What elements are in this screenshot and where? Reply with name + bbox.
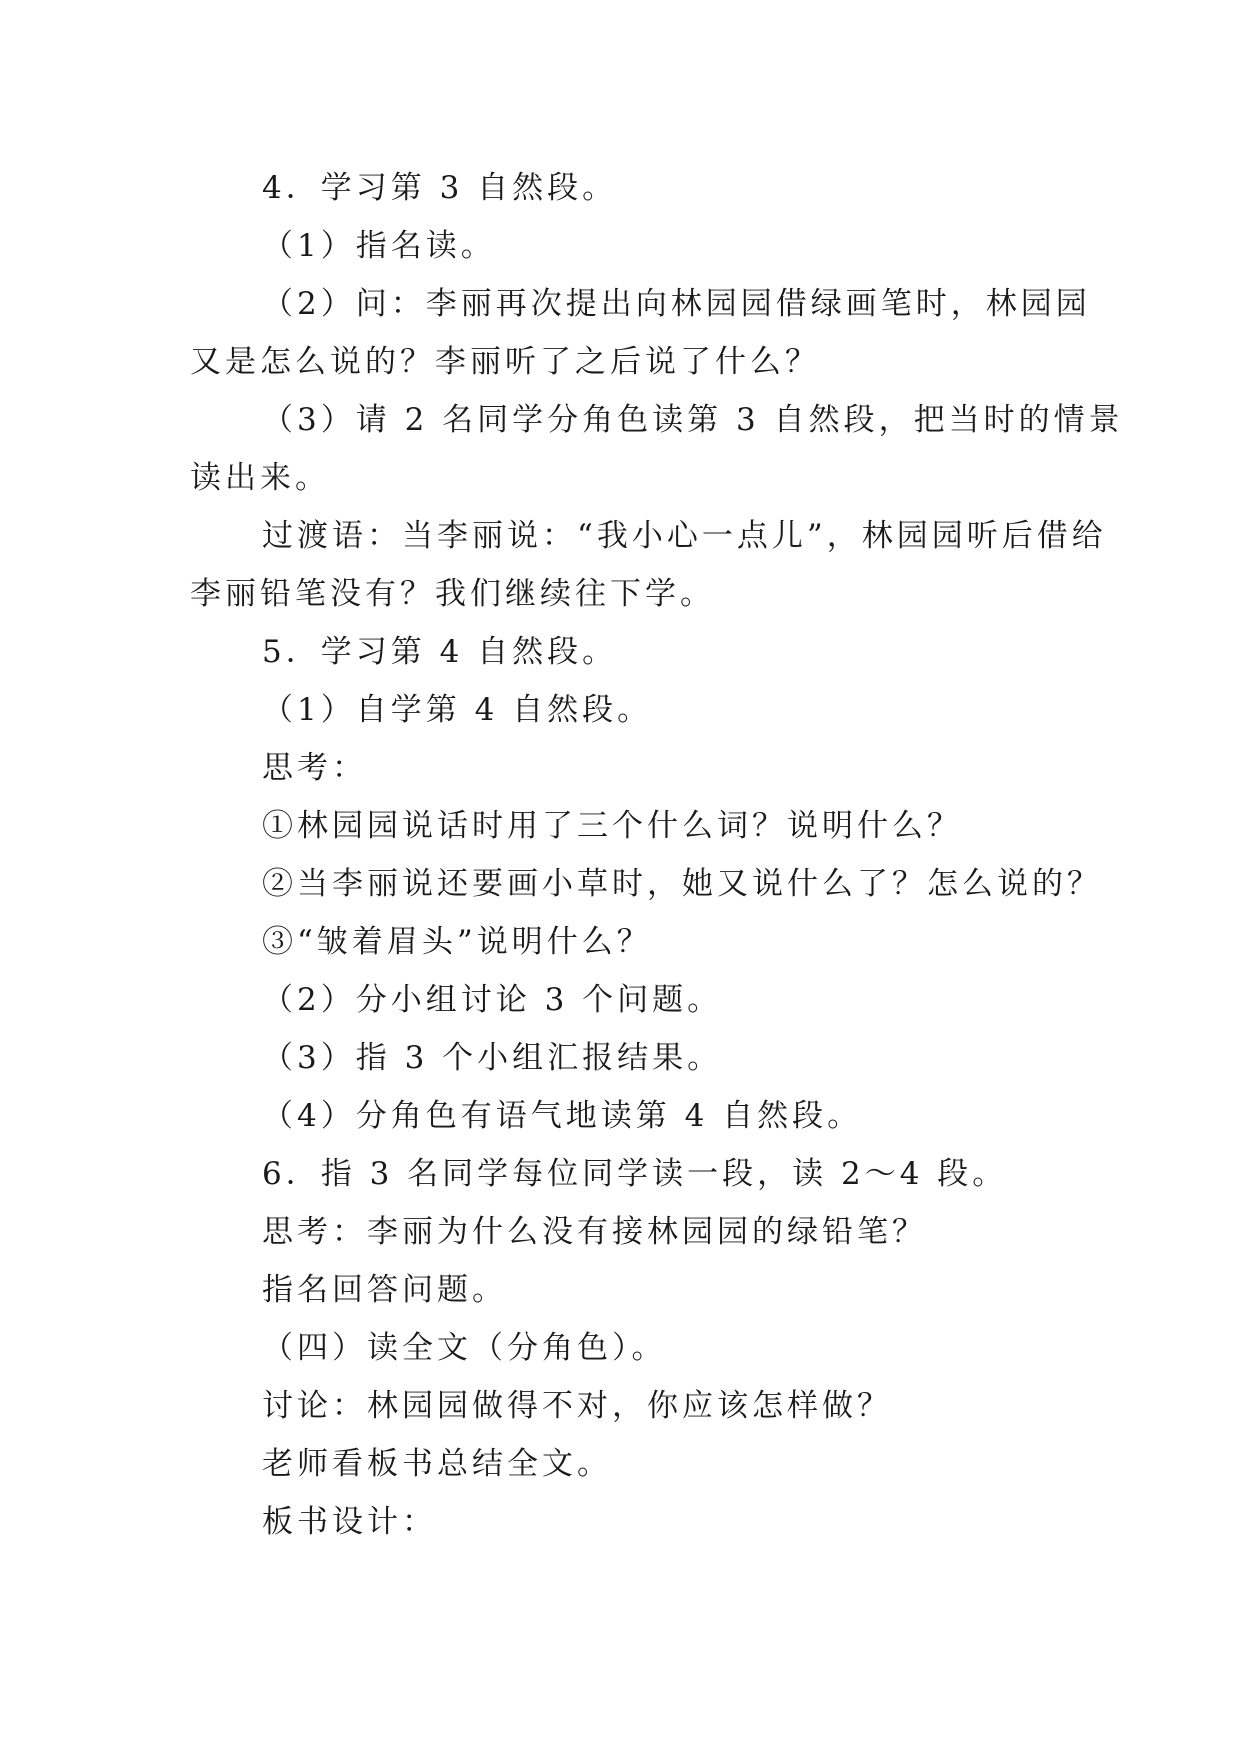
step-5-heading: 5．学习第 4 自然段。 xyxy=(262,634,618,670)
discussion-line: 讨论：林园园做得不对，你应该怎样做？ xyxy=(262,1388,892,1424)
board-design-label: 板书设计： xyxy=(262,1504,437,1540)
section-4-heading: （四）读全文（分角色）。 xyxy=(262,1330,667,1366)
transition-line-1: 过渡语：当李丽说：“我小心一点儿”，林园园听后借给 xyxy=(262,518,1107,554)
step-4-item-3-line-1: （3）请 2 名同学分角色读第 3 自然段，把当时的情景 xyxy=(262,402,1124,438)
transition-line-2: 李丽铅笔没有？我们继续往下学。 xyxy=(190,576,715,612)
step-6-heading: 6．指 3 名同学每位同学读一段，读 2～4 段。 xyxy=(262,1156,1008,1192)
step-5-item-3: （3）指 3 个小组汇报结果。 xyxy=(262,1040,723,1076)
step-5-item-4: （4）分角色有语气地读第 4 自然段。 xyxy=(262,1098,863,1134)
think-label: 思考： xyxy=(262,750,367,786)
step-6-answer: 指名回答问题。 xyxy=(262,1272,507,1308)
question-1: ①林园园说话时用了三个什么词？说明什么？ xyxy=(262,808,962,844)
step-6-think: 思考：李丽为什么没有接林园园的绿铅笔？ xyxy=(262,1214,927,1250)
question-2: ②当李丽说还要画小草时，她又说什么了？怎么说的？ xyxy=(262,866,1102,902)
step-4-item-3-line-2: 读出来。 xyxy=(190,460,330,496)
step-4-item-2-line-1: （2）问：李丽再次提出向林园园借绿画笔时，林园园 xyxy=(262,286,1091,322)
step-5-item-2: （2）分小组讨论 3 个问题。 xyxy=(262,982,723,1018)
summary-line: 老师看板书总结全文。 xyxy=(262,1446,612,1482)
step-4-heading: 4．学习第 3 自然段。 xyxy=(262,170,618,206)
question-3: ③“皱着眉头”说明什么？ xyxy=(262,924,652,960)
step-4-item-1: （1）指名读。 xyxy=(262,228,496,264)
step-5-item-1: （1）自学第 4 自然段。 xyxy=(262,692,653,728)
step-4-item-2-line-2: 又是怎么说的？李丽听了之后说了什么？ xyxy=(190,344,820,380)
